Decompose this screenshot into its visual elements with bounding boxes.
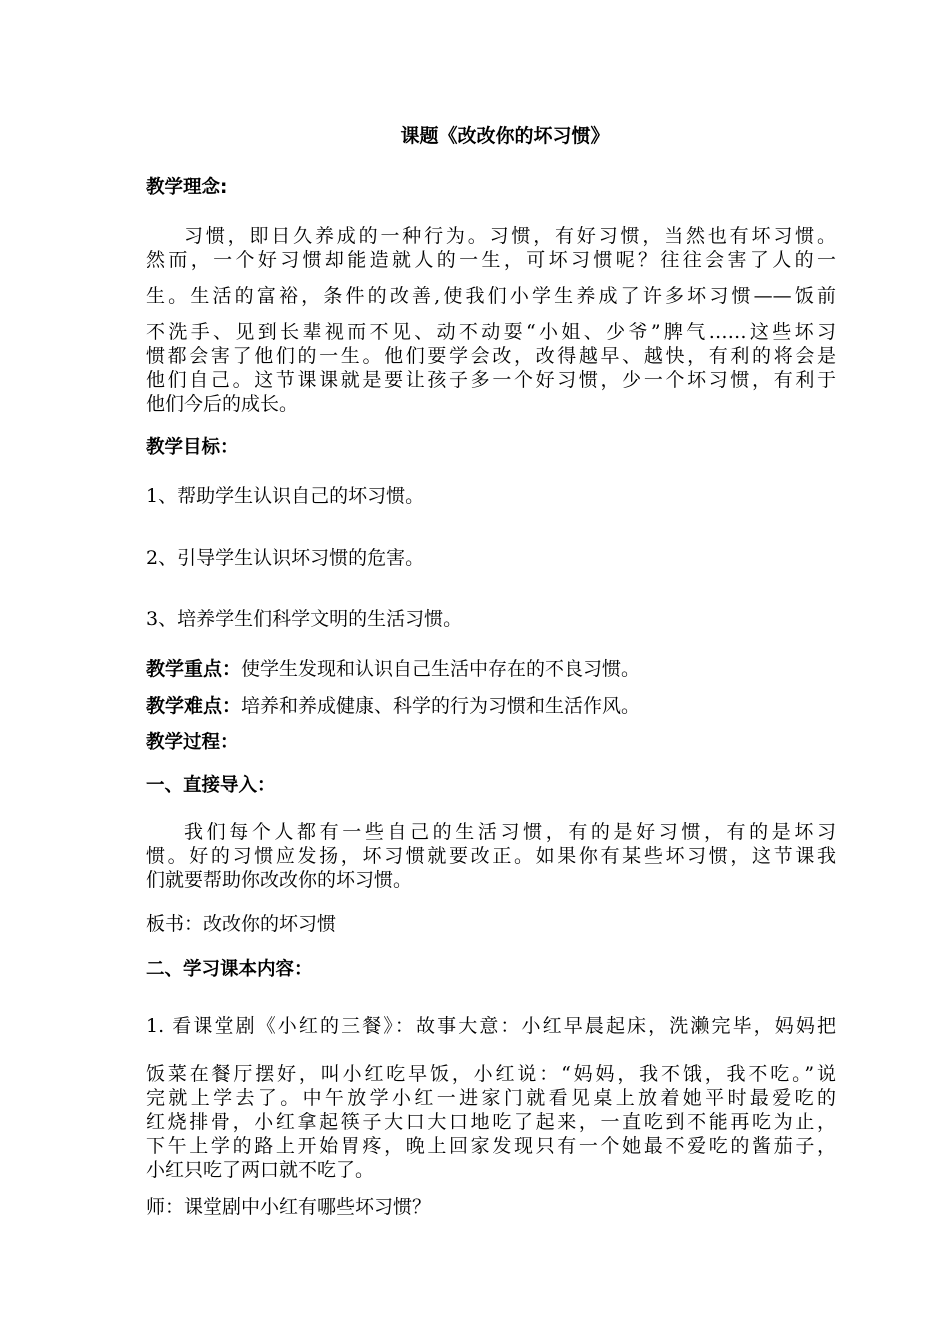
section1-heading: 一、直接导入：: [146, 775, 276, 796]
key-point-label: 教学重点：: [146, 658, 242, 680]
concept-line: 生。生活的富裕，条件的改善,使我们小学生养成了许多坏习惯——饭前: [146, 285, 836, 307]
section2-line: 完就上学去了。中午放学小红一进家门就看见桌上放着她平时最爱吃的: [146, 1087, 836, 1109]
concept-paragraph: [146, 224, 836, 416]
concept-heading: 教学理念:: [146, 177, 228, 198]
section1-line: 惯。好的习惯应发扬，坏习惯就要改正。如果你有某些坏习惯，这节课我: [146, 845, 836, 867]
goal-item-2: 2、引导学生认识坏习惯的危害。: [146, 547, 425, 569]
difficulty-label: 教学难点：: [146, 695, 242, 717]
section2-line: 饭菜在餐厅摆好，叫小红吃早饭，小红说：“妈妈，我不饿，我不吃。”说: [146, 1063, 836, 1085]
key-point-text: 使学生发现和认识自己生活中存在的不良习惯。: [241, 658, 641, 680]
board-note: 板书：改改你的坏习惯: [146, 913, 337, 935]
section2-line: 下午上学的路上开始胃疼，晚上回家发现只有一个她最不爱吃的酱茄子，: [146, 1135, 836, 1157]
concept-line: 习惯，即日久养成的一种行为。习惯，有好习惯，当然也有坏习惯。: [184, 225, 836, 247]
difficulty-text: 培养和养成健康、科学的行为习惯和生活作风。: [241, 695, 641, 717]
section2-heading: 二、学习课本内容：: [146, 959, 313, 980]
concept-line: 然而，一个好习惯却能造就人的一生，可坏习惯呢？往往会害了人的一: [146, 249, 836, 271]
section1-line: 们就要帮助你改改你的坏习惯。: [146, 869, 413, 891]
section2-paragraph: [146, 1014, 836, 1182]
goal-item-1: 1、帮助学生认识自己的坏习惯。: [146, 485, 425, 507]
concept-line: 他们今后的成长。: [146, 393, 299, 415]
section2-line: 小红只吃了两口就不吃了。: [146, 1159, 375, 1181]
teacher-question: 师：课堂剧中小红有哪些坏习惯？: [146, 1196, 432, 1218]
concept-line: 不洗手、见到长辈视而不见、动不动耍“小姐、少爷”脾气……这些坏习: [146, 321, 836, 343]
concept-line: 惯都会害了他们的一生。他们要学会改，改得越早、越快，有利的将会是: [146, 345, 836, 367]
goals-heading: 教学目标：: [146, 437, 239, 458]
process-heading: 教学过程：: [146, 732, 239, 753]
section1-line: 我们每个人都有一些自己的生活习惯，有的是好习惯，有的是坏习: [184, 821, 836, 843]
section2-line: 红烧排骨，小红拿起筷子大口大口地吃了起来，一直吃到不能再吃为止，: [146, 1111, 836, 1133]
page-title: 课题《改改你的坏习惯》: [400, 125, 610, 147]
key-point: [146, 657, 836, 681]
goal-item-3: 3、培养学生们科学文明的生活习惯。: [146, 608, 463, 630]
section1-paragraph: [146, 820, 836, 892]
difficulty: [146, 694, 836, 718]
section2-line: 1. 看课堂剧《小红的三餐》：故事大意：小红早晨起床，洗濑完毕，妈妈把: [146, 1015, 836, 1037]
concept-line: 他们自己。这节课课就是要让孩子多一个好习惯，少一个坏习惯，有利于: [146, 369, 836, 391]
